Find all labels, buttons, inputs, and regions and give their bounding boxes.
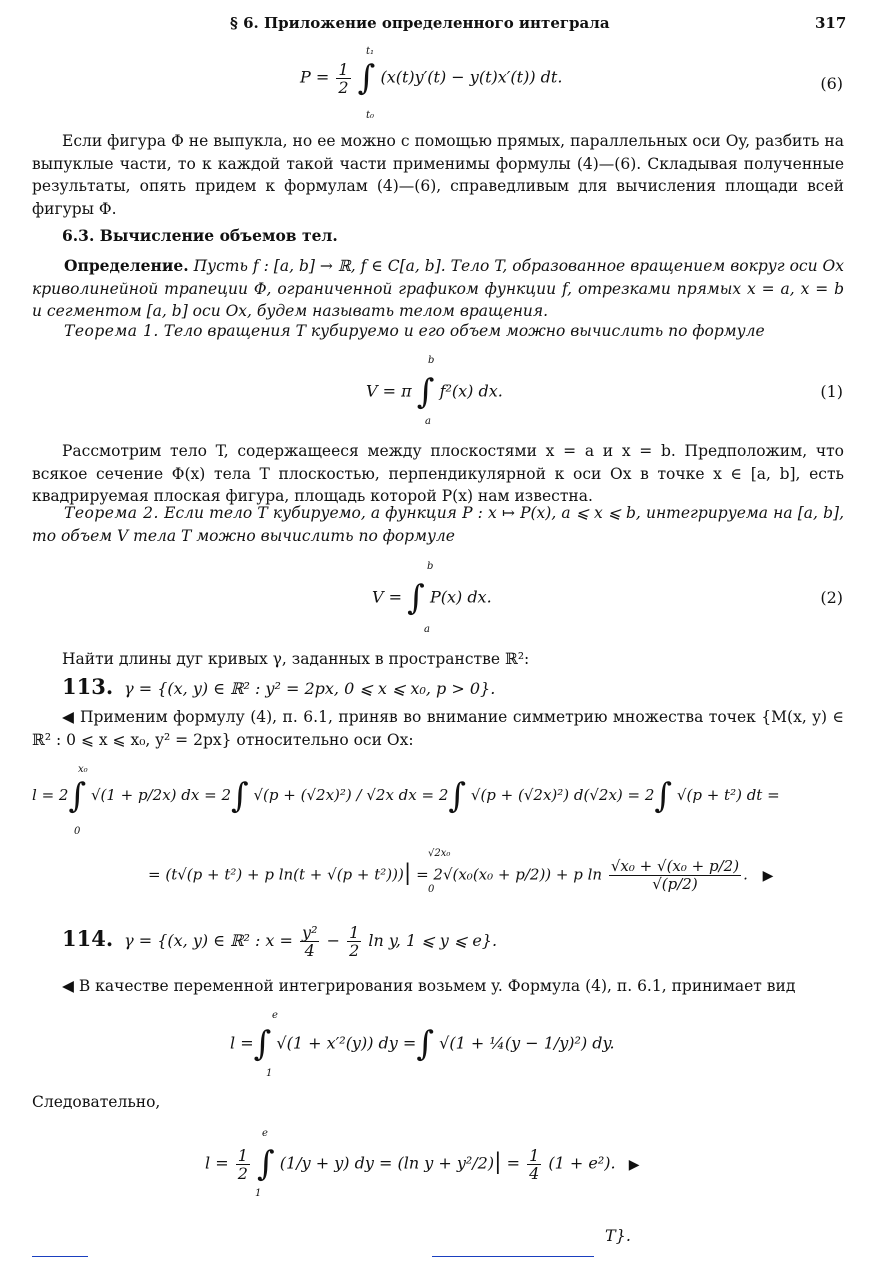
problem-114-solution-intro: ◀ В качестве переменной интегрирования возьмем y. Формула (4), п. 6.1, принимает вид	[62, 977, 796, 995]
equation-term: (ln y + y²/2)	[397, 1153, 495, 1173]
equation-term: (1/y + y) dy =	[279, 1153, 393, 1173]
eq6-integrand: (x(t)y′(t) − y(t)x′(t)) dt.	[380, 67, 563, 87]
statement-part: ln y, 1 ⩽ y ⩽ e}.	[368, 931, 498, 950]
definition-block	[32, 255, 844, 323]
limit-upper: x₀	[78, 764, 88, 775]
integral-sign: ∫	[448, 776, 467, 816]
equation-term: l =	[205, 1153, 229, 1173]
derivation-term: = 2√(x₀(x₀ + p/2)) + p ln	[416, 865, 603, 884]
statement-part: γ = {(x, y) ∈ ℝ² : x =	[124, 931, 293, 950]
equation-number-2: (2)	[820, 588, 843, 607]
eval-lower-limit: 0	[428, 884, 435, 895]
problem-114-equation-b: l = $\frac{1}{2}$ ∫ (1/y + y) dy = (ln y + y²/2)| = $\frac{1}{4}$ (1 + e²). ▶	[205, 1144, 640, 1184]
equation-fraction: $\frac{1}{4}$	[529, 1145, 540, 1183]
problem-114	[62, 924, 497, 959]
footer-link-rule	[432, 1256, 594, 1257]
integral-sign: ∫	[68, 776, 87, 816]
equation-term: l =	[230, 1033, 254, 1053]
theorem-1-label: Теорема 1.	[64, 322, 159, 340]
equation-number-1: (1)	[820, 382, 843, 401]
integral-sign: ∫	[654, 776, 673, 816]
page-number: 317	[815, 14, 847, 32]
equation-term: (1 + e²).	[548, 1153, 616, 1173]
running-header-title: § 6. Приложение определенного интеграла	[230, 14, 610, 32]
statement-fraction: $\frac{1}{2}$	[349, 923, 360, 960]
problem-114-number: 114.	[62, 926, 114, 951]
equation-2	[372, 578, 492, 618]
problem-113-number: 113.	[62, 674, 114, 699]
limit-lower: 1	[255, 1188, 262, 1199]
limit-upper: e	[272, 1010, 278, 1021]
paragraph-sections: Рассмотрим тело T, содержащееся между плоскостями x = a и x = b. Предположим, что всякое сечение Φ(x) тела T плоскостью, перпендикулярной к оси Ox в точке x ∈ [a, b], есть квадрируемая плоская фигура, площадь которой P(x) нам известна.	[32, 442, 844, 505]
statement-part: −	[326, 931, 340, 950]
problem-113-derivation-line-1	[32, 776, 780, 816]
eq6-upper-limit: t₁	[366, 46, 375, 57]
problem-113-derivation-line-2: = (t√(p + t²) + p ln(t + √(p + t²)))| = 2√(x₀(x₀ + p/2)) + p ln $\frac{\text{√x₀ + √(x₀ + p/2)}}{√(p/2)}$ . ▶	[148, 857, 774, 893]
section-heading: 6.3. Вычисление объемов тел.	[62, 226, 338, 245]
integral-sign: ∫	[256, 1144, 275, 1184]
eq1-integrand: f²(x) dx.	[439, 381, 503, 401]
statement-fraction: $\frac{\text{y²}}{4}$	[302, 923, 318, 960]
equation-number-6: (6)	[820, 74, 843, 93]
eq6-fraction: $\frac{1}{2}$	[338, 59, 349, 97]
cut-off-fragment: T}.	[605, 1226, 631, 1245]
equation-term: =	[506, 1153, 521, 1173]
equation-1	[366, 372, 503, 412]
eq1-upper-limit: b	[428, 355, 435, 366]
equation-6	[300, 58, 562, 98]
integral-sign: ∫	[407, 578, 425, 618]
derivation-term: √(p + t²) dt =	[676, 786, 780, 804]
eq1-lower-limit: a	[425, 416, 431, 427]
theorem-2	[32, 502, 844, 547]
eq6-lower-limit: t₀	[366, 110, 375, 121]
end-of-solution-marker: ▶	[762, 867, 774, 884]
derivation-term: l = 2	[32, 786, 69, 804]
problem-114-equation-a	[230, 1024, 615, 1064]
task-intro: Найти длины дуг кривых γ, заданных в пространстве ℝ²:	[62, 650, 530, 668]
integral-sign: ∫	[231, 776, 249, 816]
equation-fraction: $\frac{1}{2}$	[237, 1145, 248, 1183]
integral-sign: ∫	[416, 1024, 435, 1064]
theorem-1-text: Тело вращения T кубируемо и его объем можно вычислить по формуле	[163, 322, 765, 340]
problem-113-solution-intro: ◀ Применим формулу (4), п. 6.1, приняв во внимание симметрию множества точек {M(x, y) ∈ ℝ² : 0 ⩽ x ⩽ x₀, y² = 2px} относительно оси Ox:	[32, 708, 844, 749]
limit-lower: 1	[266, 1068, 273, 1079]
derivation-term: √(p + (√2x)²) d(√2x) = 2	[470, 786, 655, 804]
derivation-term: √(1 + p/2x) dx = 2	[90, 786, 231, 804]
derivation-fraction: $\frac{\text{√x₀ + √(x₀ + p/2)}}{√(p/2)}$	[610, 857, 740, 893]
eq6-lhs: P =	[300, 67, 330, 87]
eq2-upper-limit: b	[427, 561, 434, 572]
problem-113	[62, 674, 495, 699]
definition-text: Пусть f : [a, b] → ℝ, f ∈ C[a, b]. Тело T, образованное вращением вокруг оси Ox криволинейной трапеции Φ, ограниченной графиком функции f, отрезками прямых x = a, x = b и сегментом [a, b] оси Ox, будем называть телом вращения.	[32, 257, 844, 320]
footer-link-rule	[32, 1256, 88, 1257]
problem-114-statement	[124, 923, 498, 960]
derivation-term: √(p + (√2x)²) / √2x dx = 2	[253, 786, 449, 804]
therefore-text: Следовательно,	[32, 1093, 161, 1111]
eq2-lhs: V =	[372, 587, 403, 607]
integral-sign: ∫	[357, 58, 376, 98]
integral-sign: ∫	[416, 372, 435, 412]
limit-lower: 0	[74, 826, 81, 837]
theorem-2-text: Если тело T кубируемо, а функция P : x ↦ P(x), a ⩽ x ⩽ b, интегрируема на [a, b], то объем V тела T можно вычислить по формуле	[32, 504, 844, 545]
equation-term: √(1 + ¼(y − 1/y)²) dy.	[439, 1033, 615, 1053]
theorem-1	[32, 320, 844, 343]
paragraph-convexity: Если фигура Φ не выпукла, но ее можно с помощью прямых, параллельных оси Oy, разбить на выпуклые части, то к каждой такой части применимы формулы (4)—(6). Складывая полученные результаты, опять придем к формулам (4)—(6), справедливым для вычисления площади всей фигуры Φ.	[32, 132, 844, 218]
end-of-solution-marker: ▶	[628, 1156, 640, 1173]
eq1-lhs: V = π	[366, 381, 412, 401]
eval-upper-limit: √2x₀	[428, 848, 451, 859]
eq2-integrand: P(x) dx.	[429, 587, 492, 607]
definition-label: Определение.	[64, 256, 189, 275]
integral-sign: ∫	[253, 1024, 272, 1064]
limit-upper: e	[262, 1128, 268, 1139]
derivation-term: = (t√(p + t²) + p ln(t + √(p + t²)))	[148, 865, 404, 884]
eq2-lower-limit: a	[424, 624, 430, 635]
theorem-2-label: Теорема 2.	[64, 504, 159, 522]
equation-term: √(1 + x′²(y)) dy =	[276, 1033, 417, 1053]
problem-113-statement: γ = {(x, y) ∈ ℝ² : y² = 2px, 0 ⩽ x ⩽ x₀, p > 0}.	[124, 679, 496, 698]
